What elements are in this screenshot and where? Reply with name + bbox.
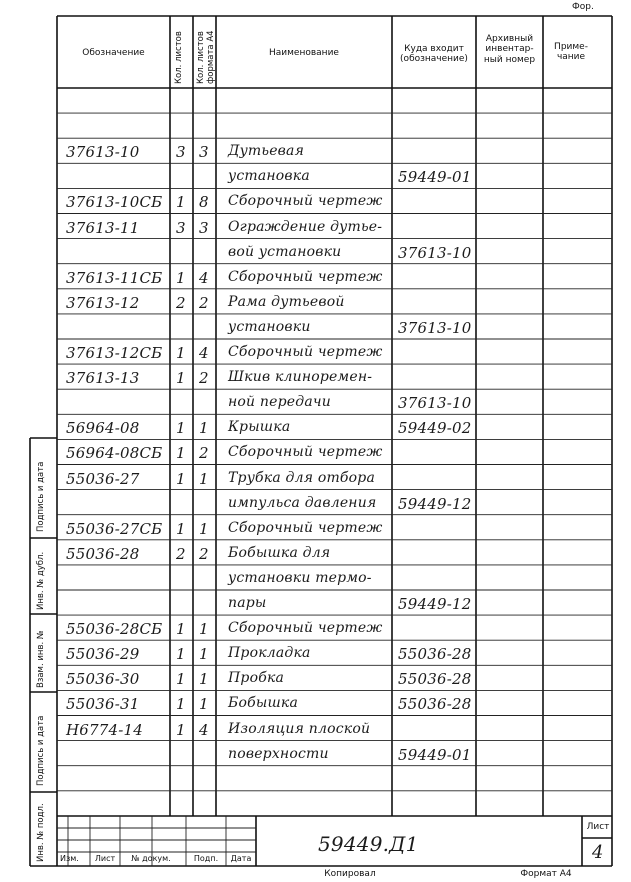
spec-name: Ограждение дутье- [228,218,383,235]
table-row [0,188,612,213]
sheet-label: Лист [586,822,610,832]
spec-where-used: 59449-12 [398,595,472,613]
tb-col-izm: Изм. [60,854,79,863]
spec-sheets: 1 [176,645,186,664]
side-vzam-inv: Взам. инв. № [36,630,46,688]
spec-where-used: 59449-01 [398,745,472,764]
table-row [0,590,612,615]
footer-copied: Копировал [324,869,376,879]
spec-sheets: 1 [176,695,186,714]
table-row [0,163,612,188]
table-row [0,239,612,264]
spec-designation: 37613-12 [66,293,140,312]
spec-sheets-a4: 1 [199,419,209,438]
spec-name: импульса давления [228,494,377,511]
spec-sheets-a4: 4 [199,268,209,287]
spec-designation: 55036-28 [66,544,140,563]
spec-designation: 55036-29 [66,645,140,664]
table-row [0,88,612,113]
tb-col-sign: Подп. [193,854,219,863]
spec-designation: 37613-11 [66,218,140,237]
spec-where-used: 37613-10 [398,243,472,262]
header-designation: Обозначение [82,48,145,58]
side-inv-podl: Инв. № подл. [36,803,46,862]
spec-designation: 55036-31 [66,695,140,714]
spec-name: Шкив клиноремен- [228,369,373,386]
side-inv-dubl: Инв. № дубл. [36,551,46,610]
spec-designation: 56964-08 [66,419,140,438]
spec-name: Крышка [228,419,291,436]
table-row [0,465,612,490]
spec-where-used: 55036-28 [398,670,472,689]
spec-designation: 37613-12СБ [66,344,163,362]
spec-where-used: 55036-28 [398,695,472,714]
tb-col-list: Лист [94,854,116,863]
spec-name: Сборочный чертеж [228,519,383,536]
table-row [0,389,612,414]
form-label: Фор. [572,2,594,12]
spec-name: ной передачи [228,394,332,411]
spec-name: Сборочный чертеж [228,444,383,461]
spec-sheets: 1 [176,469,186,488]
spec-name: установка [228,168,310,185]
header-sheets: Кол. листов [174,31,184,84]
spec-name: Пробка [228,670,285,687]
spec-name: Сборочный чертеж [228,344,383,360]
table-row [0,264,612,289]
table-row [0,690,612,715]
spec-designation: 37613-13 [66,369,140,388]
spec-sheets-a4: 1 [199,620,209,639]
spec-sheets: 2 [176,293,186,312]
header-archive-number: Архивный инвентар-ный номер [483,34,536,65]
spec-name: Прокладка [228,645,311,662]
header-where-used: Куда входит (обозначение) [400,44,468,65]
spec-sheets-a4: 2 [199,293,209,312]
spec-where-used: 59449-12 [398,494,472,513]
tb-col-doc: № докум. [131,854,171,863]
table-row [0,791,612,816]
table-row [0,439,612,464]
sheet-number: 4 [592,842,604,863]
table-row [0,766,612,791]
spec-sheets: 2 [176,544,186,563]
spec-designation: 56964-08СБ [66,444,163,463]
table-row [0,490,612,515]
spec-sheets: 1 [176,369,186,388]
spec-name: установки [228,318,311,335]
spec-sheets: 1 [176,720,186,739]
spec-where-used: 59449-02 [398,419,472,438]
spec-designation: 37613-10СБ [66,193,163,212]
table-row [0,615,612,640]
spec-where-used: 37613-10 [398,394,472,413]
header-sheets-a4: Кол. листов формата А4 [196,30,216,84]
spec-sheets-a4: 8 [199,193,209,212]
spec-name: пары [228,595,267,611]
spec-sheets: 3 [176,143,186,162]
table-row [0,540,612,565]
tb-col-date: Дата [230,854,252,863]
spec-sheets: 1 [176,419,186,438]
table-row [0,289,612,314]
table-row [0,364,612,389]
spec-sheets-a4: 2 [199,369,209,388]
spec-sheets: 1 [176,620,186,639]
spec-sheets: 1 [176,444,186,463]
table-row [0,214,612,239]
table-row [0,716,612,741]
spec-name: установки термо- [228,569,372,586]
table-row [0,565,612,590]
document-code: 59449.Д1 [318,832,419,856]
spec-sheets: 1 [176,519,186,538]
spec-sheets: 3 [176,218,186,237]
table-row [0,138,612,163]
header-name: Наименование [269,48,339,58]
spec-sheets: 1 [176,344,186,362]
spec-sheets-a4: 1 [199,469,209,488]
spec-designation: 55036-27 [66,469,140,488]
spec-name: Трубка для отбора [228,469,376,486]
spec-sheets-a4: 3 [199,143,209,162]
spec-sheets-a4: 2 [199,544,209,563]
spec-name: вой установки [228,243,342,260]
spec-designation: Н6774-14 [66,720,144,739]
spec-designation: 55036-28СБ [66,620,163,639]
spec-sheets-a4: 1 [199,695,209,714]
spec-where-used: 37613-10 [398,318,472,337]
spec-name: Рама дутьевой [228,293,345,310]
spec-name: Сборочный чертеж [228,193,383,210]
table-row [0,314,612,339]
table-row [0,414,612,439]
spec-sheets: 1 [176,193,186,212]
spec-sheets: 1 [176,670,186,689]
spec-name: Сборочный чертеж [228,268,383,285]
table-row [0,515,612,540]
spec-name: Бобышка для [228,544,331,561]
spec-designation: 55036-30 [66,670,140,689]
spec-sheets-a4: 1 [199,519,209,538]
footer-format: Формат А4 [520,869,572,879]
spec-sheets-a4: 2 [199,444,209,463]
table-row [0,665,612,690]
spec-name: поверхности [228,745,329,762]
spec-sheets-a4: 3 [199,218,209,237]
spec-sheets-a4: 1 [199,670,209,689]
table-row [0,113,612,138]
spec-where-used: 55036-28 [398,645,472,664]
spec-designation: 37613-11СБ [66,268,163,287]
table-row [0,640,612,665]
spec-sheets-a4: 4 [199,720,209,739]
spec-where-used: 59449-01 [398,168,472,187]
header-note: Приме-чание [554,42,588,63]
side-sign-date-top: Подпись и дата [36,461,46,532]
table-row [0,339,612,364]
spec-name: Изоляция плоской [228,720,371,737]
spec-sheets-a4: 4 [199,344,209,362]
spec-designation: 37613-10 [66,143,140,162]
spec-sheets-a4: 1 [199,645,209,664]
spec-name: Сборочный чертеж [228,620,383,637]
spec-name: Бобышка [228,695,299,712]
side-sign-date-bottom: Подпись и дата [36,715,46,786]
spec-name: Дутьевая [228,143,305,160]
spec-sheets: 1 [176,268,186,287]
spec-designation: 55036-27СБ [66,519,163,538]
table-row [0,741,612,766]
